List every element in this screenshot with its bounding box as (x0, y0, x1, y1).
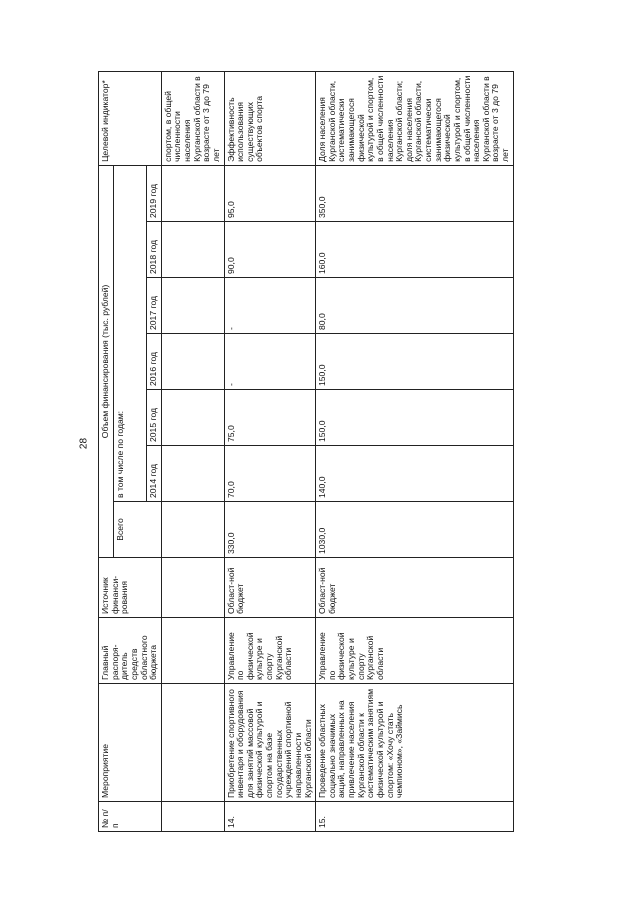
table-cell (161, 802, 224, 832)
row-source: Област-ной бюджет (224, 558, 316, 618)
table-cell (161, 558, 224, 618)
header-source: Источник финанси-рования (99, 558, 162, 618)
header-year: 2018 год (147, 222, 162, 278)
row-num: 15. (316, 802, 514, 832)
row-year-value: 75,0 (224, 390, 316, 446)
table-cell (161, 684, 224, 802)
table-cell (161, 446, 224, 502)
row-year-value: 95,0 (224, 165, 316, 221)
table-cell (161, 618, 224, 684)
header-funding: Объем финансирования (тыс. рублей) (99, 165, 114, 557)
rotated-page (98, 72, 603, 832)
table-cell (161, 278, 224, 334)
row-total: 1030,0 (316, 502, 514, 558)
row-total: 330,0 (224, 502, 316, 558)
continuation-row (161, 71, 224, 831)
page-number: 28 (78, 437, 90, 450)
row-year-value: 150,0 (316, 390, 514, 446)
table-cell (161, 334, 224, 390)
table-row (224, 71, 316, 831)
row-year-value: 90,0 (224, 222, 316, 278)
header-year: 2015 год (147, 390, 162, 446)
header-event: Мероприятие (99, 684, 162, 802)
row-event: Проведение областных социально значимых акций, направленных на привлечение населения Курганской области к систематическим занятиям физической культурой и спортом: «Хочу стать чемпионом», «Займись (316, 684, 514, 802)
header-year: 2016 год (147, 334, 162, 390)
continuation-indicator: спортом, в общей численности населения Курганской области в возрасте от 3 до 79 лет (161, 71, 224, 165)
header-row-1 (99, 71, 114, 831)
row-year-value: - (224, 278, 316, 334)
table-cell (161, 165, 224, 221)
row-year-value: 80,0 (316, 278, 514, 334)
table-cell (161, 502, 224, 558)
table-row (316, 71, 514, 831)
row-year-value: 160,0 (316, 222, 514, 278)
row-source: Област-ной бюджет (316, 558, 514, 618)
table-cell (161, 222, 224, 278)
row-year-value: 150,0 (316, 334, 514, 390)
header-by-years: в том числе по годам: (113, 165, 147, 501)
header-indicator: Целевой индикатор* (99, 71, 162, 165)
row-event: Приобретение спортивного инвентаря и оборудования для занятий массовой физической культурой и спортом на базе государственных учреждений спортивной направленности Курганской области (224, 684, 316, 802)
row-year-value: 350,0 (316, 165, 514, 221)
row-indicator: Доля населения Курганской области, систематически занимающегося физической культурой и спортом, в общей численности населения Курганской области; доля населения Курганской области, систематически занимающегося физической культурой и спортом, в общей численности населения Курганской области в возрасте от 3 до 79 лет (316, 71, 514, 165)
row-year-value: - (224, 334, 316, 390)
header-year: 2017 год (147, 278, 162, 334)
header-num: № п/п (99, 802, 162, 832)
table-cell (161, 390, 224, 446)
header-total: Всего (113, 502, 161, 558)
header-year: 2014 год (147, 446, 162, 502)
row-year-value: 140,0 (316, 446, 514, 502)
funding-table (98, 71, 514, 832)
row-manager: Управление по физической культуре и спорту Курганской области (224, 618, 316, 684)
row-manager: Управление по физической культуре и спорту Курганской области (316, 618, 514, 684)
row-year-value: 70,0 (224, 446, 316, 502)
row-indicator: Эффективность использования существующих объектов спорта (224, 71, 316, 165)
header-year: 2019 год (147, 165, 162, 221)
header-manager: Главный распоря-дитель средств областного бюджета (99, 618, 162, 684)
row-num: 14. (224, 802, 316, 832)
